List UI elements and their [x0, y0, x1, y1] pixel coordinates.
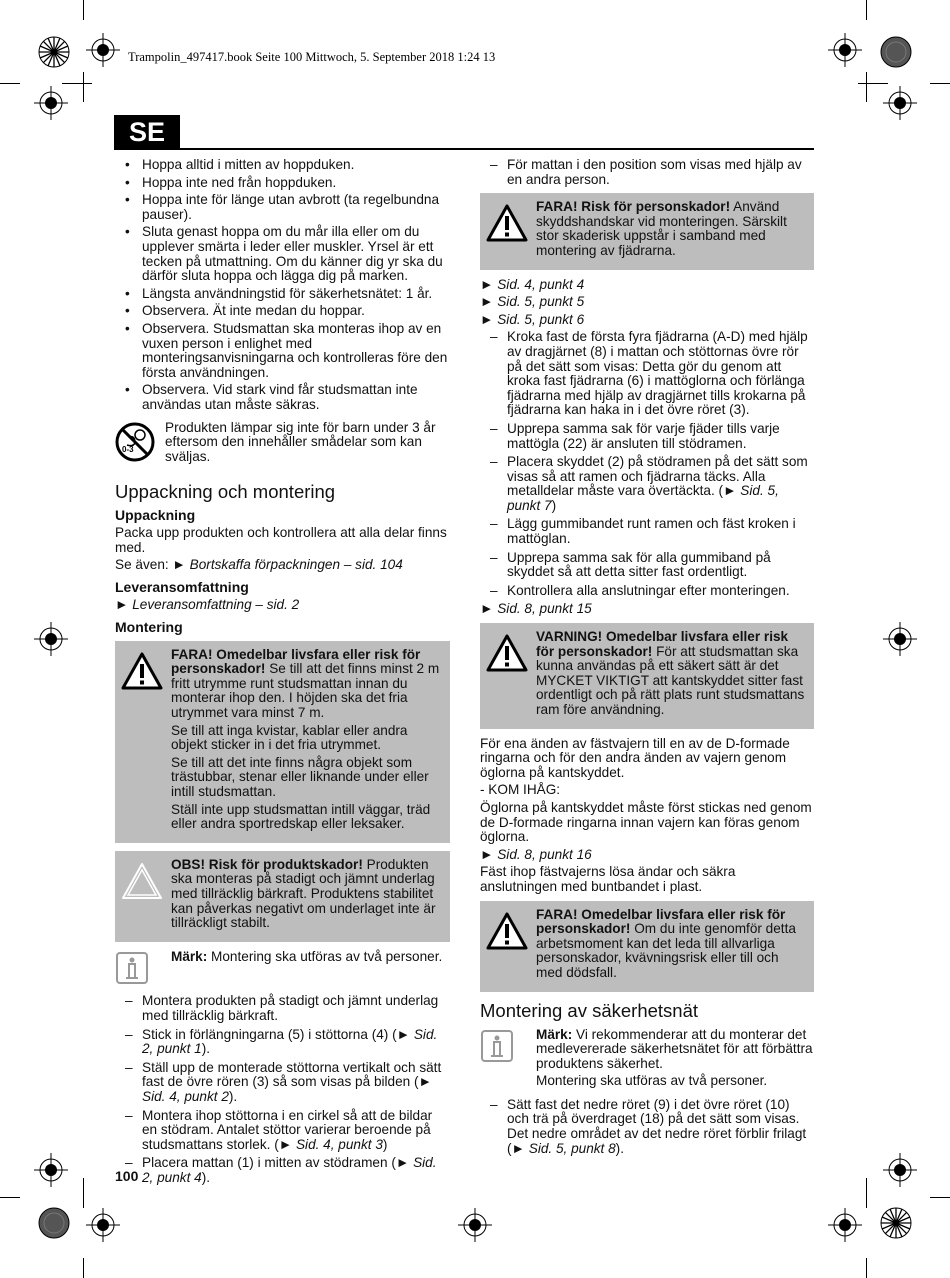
registration-mark-icon [458, 1208, 492, 1242]
info-note: Märk: Vi rekommenderar att du monterar det medlevererade säkerhetsnätet för att förbättra produktens säkerhet. Montering ska utföras av två personer. [480, 1028, 814, 1092]
danger-text: Ställ inte upp studsmattan intill väggar, träd eller andra sportredskap eller leksaker. [171, 801, 431, 832]
right-column [480, 158, 814, 1160]
danger-text: Se till att det inte finns några objekt som trästubbar, stenar eller liknande under eller intill studsmattan. [171, 754, 429, 799]
warning-triangle-icon [121, 648, 169, 835]
crop-line [0, 83, 20, 84]
danger-label: FARA! Omedelbar livsfara eller risk för personskador! [171, 646, 421, 677]
registration-mark-icon [883, 1153, 917, 1187]
density-mark-icon [880, 36, 912, 68]
list-item: – Montera ihop stöttorna i en cirkel så att de bildar en stödram. Antalet stöttor varierar beroende på studsmattans storlek. (► Sid. 4, punkt 3) [115, 1109, 450, 1153]
note-label: Märk: [171, 948, 208, 964]
see-also-link: Bortskaffa förpackningen – sid. 104 [189, 557, 403, 573]
list-item: • Hoppa inte för länge utan avbrott (ta regelbundna pauser). [115, 193, 450, 222]
info-icon [480, 1028, 528, 1092]
registration-mark-icon [34, 1153, 68, 1187]
list-item: – Stick in förlängningarna (5) i stöttorna (4) (► Sid. 2, punkt 1). [115, 1028, 450, 1057]
list-item: – Placera mattan (1) i mitten av stödramen (► Sid. 2, punkt 4). [115, 1156, 450, 1185]
section-title: Uppackning och montering [115, 481, 336, 503]
list-item: • Längsta användningstid för säkerhetsnätet: 1 år. [115, 287, 450, 302]
list-item: • Hoppa alltid i mitten av hoppduken. [115, 158, 450, 173]
assembly-heading: Montering [115, 618, 183, 635]
registration-mark-icon [828, 1208, 862, 1242]
list-item: – För mattan i den position som visas med hjälp av en andra person. [480, 158, 814, 187]
registration-mark-icon [883, 622, 917, 656]
danger-box: FARA! Omedelbar livsfara eller risk för personskador! Om du inte genomför detta arbetsmoment kan det leda till allvarliga personskador, kvävningsrisk eller till och med dödsfall. [480, 901, 814, 992]
age-note-text: Produkten lämpar sig inte för barn under 3 år eftersom den innehåller smådelar som kan sväljas. [165, 419, 436, 464]
crop-line [858, 83, 888, 84]
paragraph: Fäst ihop fästvajerns lösa ändar och säkra anslutningen med buntbandet i plast. [480, 864, 736, 894]
caution-triangle-icon [121, 858, 169, 934]
danger-text: Se till att inga kvistar, kablar eller andra objekt sticker in i det fria utrymmet. [171, 722, 408, 753]
language-badge: SE [114, 115, 180, 150]
warning-triangle-icon [486, 630, 534, 721]
registration-mark-icon [86, 1208, 120, 1242]
crop-line [83, 1258, 84, 1278]
age-restriction-icon [115, 421, 163, 468]
list-item: • Observera. Studsmattan ska monteras ihop av en vuxen person i enlighet med monteringsanvisningarna och kontrolleras före den första användningen. [115, 322, 450, 380]
paragraph: Öglorna på kantskyddet måste först stickas ned genom de D-formade ringarna innan vajern kan föras genom öglorna. [480, 799, 812, 845]
safety-bullet-list [115, 158, 450, 413]
danger-label: FARA! Risk för personskador! [536, 199, 731, 215]
warning-triangle-icon [486, 200, 534, 261]
density-mark-icon [38, 1207, 70, 1239]
list-item: – Placera skyddet (2) på stödramen på det sätt som visas så att ramen och fjädrarna täcks. Alla metalldelar måste vara övertäckta. (► Sid. 5, punkt 7) [480, 455, 814, 513]
paragraph: För ena änden av fästvajern till en av de D-formade ringarna och för den andra änden av vajern genom öglorna på kantskyddet. [480, 735, 790, 780]
age-warning-note [115, 421, 450, 468]
crop-line [83, 72, 84, 102]
page-reference: ► Sid. 8, punkt 16 [480, 846, 592, 862]
danger-label: FARA! Omedelbar livsfara eller risk för personskador! [536, 906, 786, 937]
list-item: – Ställ upp de monterade stöttorna vertikalt och sätt fast de övre rören (3) så som visas på bilden (► Sid. 4, punkt 2). [115, 1061, 450, 1105]
note-text: Montering ska utföras av två personer. [536, 1073, 768, 1089]
list-item: – Montera produkten på stadigt och jämnt underlag med tillräcklig bärkraft. [115, 994, 450, 1023]
spring-steps [480, 330, 814, 598]
caution-box: OBS! Risk för produktskador! Produkten ska monteras på stadigt och jämnt underlag med tillräcklig bärkraft. Produktens stabilitet kan påverkas negativt om underlaget inte är tillräckligt stabilt. [115, 851, 450, 942]
list-item: • Observera. Ät inte medan du hoppar. [115, 304, 450, 319]
warning-box: VARNING! Omedelbar livsfara eller risk för personskador! För att studsmattan ska kunna användas på ett säkert sätt är det MYCKET VIKTIGT att kantskyddet sitter fast ordentligt och på rätt plats runt studsmattans ram före användning. [480, 623, 814, 729]
svg-text:0-3: 0-3 [122, 444, 134, 454]
list-item: • Hoppa inte ned från hoppduken. [115, 176, 450, 191]
caution-label: OBS! Risk för produktskador! [171, 856, 363, 872]
list-item: – Sätt fast det nedre röret (9) i det övre röret (10) och trä på överdraget (18) på det sätt som visas. Det nedre området av det nedre röret förblir frilagt (► Sid. 5, punkt 8). [480, 1098, 814, 1156]
unpack-heading: Uppackning [115, 507, 196, 524]
crop-line [62, 83, 92, 84]
scope-link: ► Leveransomfattning – sid. 2 [115, 597, 300, 613]
scope-heading: Leveransomfattning [115, 579, 249, 596]
list-item: – Kontrollera alla anslutningar efter monteringen. [480, 584, 814, 599]
starburst-mark-icon [880, 1207, 912, 1239]
crop-line [866, 72, 867, 102]
list-item: – Upprepa samma sak för varje fjäder tills varje mattögla (22) är ansluten till stödramen. [480, 422, 814, 451]
list-item: – Lägg gummibandet runt ramen och fäst kroken i mattöglan. [480, 517, 814, 546]
list-item: – Kroka fast de första fyra fjädrarna (A-D) med hjälp av dragjärnet (8) i mattan och stöttornas övre rör på det sätt som visas: Detta gör du genom att kroka fast fjädrarna (6) i mattöglorna och förlänga fjädrarna med hjälp av dragjärnet tills krokarna på fjädrarna kan haka in i det övre röret (3). [480, 330, 814, 418]
crop-line [0, 1197, 20, 1198]
crop-line [930, 1197, 950, 1198]
header-rule [114, 148, 814, 150]
registration-mark-icon [86, 33, 120, 67]
crop-line [866, 0, 867, 20]
warning-label: VARNING! Omedelbar livsfara eller risk för personskador! [536, 629, 789, 659]
left-column [115, 158, 450, 1189]
print-header: Trampolin_497417.book Seite 100 Mittwoch, 5. September 2018 1:24 13 [128, 50, 496, 64]
page-number: 100 [115, 1168, 139, 1184]
registration-mark-icon [34, 622, 68, 656]
crop-line [866, 1178, 867, 1208]
page-reference: ► Sid. 5, punkt 5 [480, 294, 585, 310]
list-item: • Sluta genast hoppa om du mår illa eller om du upplever smärta i leder eller muskler. Yrsel är ett tecken på utmattning. Om du känner dig yr ska du därför sluta hoppa och lägga dig på marken. [115, 225, 450, 283]
section-title: Montering av säkerhetsnät [480, 999, 699, 1021]
list-item: • Observera. Vid stark vind får studsmattan inte användas utan måste säkras. [115, 383, 450, 412]
unpack-text: Packa upp produkten och kontrollera att alla delar finns med. [115, 525, 447, 555]
net-steps [480, 1098, 814, 1156]
warning-triangle-icon [486, 908, 534, 984]
registration-mark-icon [828, 33, 862, 67]
page-reference: ► Sid. 8, punkt 15 [480, 601, 592, 617]
page-reference: ► Sid. 4, punkt 4 [480, 276, 585, 292]
page-reference: ► Sid. 5, punkt 6 [480, 311, 585, 327]
list-item: – Upprepa samma sak för alla gummiband på skyddet så att detta sitter fast ordentligt. [480, 551, 814, 580]
info-icon [115, 950, 163, 989]
crop-line [866, 1258, 867, 1278]
registration-mark-icon [34, 86, 68, 120]
see-also-line: Se även: ► Bortskaffa förpackningen – sid. 104 [115, 557, 403, 573]
starburst-mark-icon [38, 36, 70, 68]
assembly-steps [115, 994, 450, 1185]
danger-box: FARA! Omedelbar livsfara eller risk för personskador! Se till att det finns minst 2 m fritt utrymme runt studsmattan innan du monterar ihop den. I höjden ska det fria utrymmet vara minst 7 m. Se till att inga kvistar, kablar eller andra objekt sticker in i det fria utrymmet. Se till att det inte finns några objekt som trästubbar, stenar eller liknande under eller intill studsmattan. Ställ inte upp studsmattan intill väggar, träd eller andra sportredskap eller leksaker. [115, 641, 450, 843]
remember-label: - KOM IHÅG: [480, 782, 561, 798]
crop-line [83, 1178, 84, 1208]
info-note: Märk: Montering ska utföras av två personer. [115, 950, 450, 989]
danger-box: FARA! Risk för personskador! Använd skyddshandskar vid monteringen. Särskilt stor skaderisk uppstår i samband med montering av fjädrarna. [480, 193, 814, 269]
crop-line [83, 0, 84, 20]
note-label: Märk: [536, 1026, 573, 1042]
registration-mark-icon [883, 86, 917, 120]
crop-line [930, 83, 950, 84]
intro-step [480, 158, 814, 187]
